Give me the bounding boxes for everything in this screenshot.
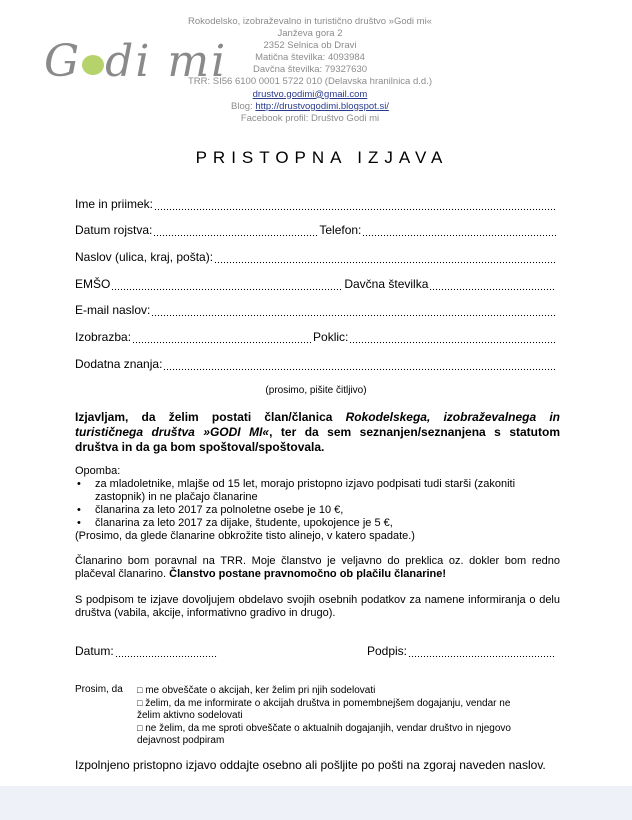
dotted-line bbox=[132, 330, 312, 344]
legibility-note: (prosimo, pišite čitljivo) bbox=[265, 385, 367, 396]
bank-account: TRR: SI56 6100 0001 5722 010 (Delavska hranilnica d.d.) bbox=[188, 76, 432, 88]
options-label: Prosim, da bbox=[75, 684, 123, 695]
declaration bbox=[75, 410, 560, 455]
org-name: Rokodelsko, izobraževalno in turistično društvo »Godi mi« bbox=[188, 16, 432, 27]
org-name-italic: Rokodelskega, izobraževalnega in turističnega društva »GODI MI« bbox=[75, 410, 561, 439]
emso-tax-row[interactable] bbox=[75, 277, 557, 291]
signature-row[interactable] bbox=[75, 644, 557, 658]
remark-label: Opomba: bbox=[75, 465, 121, 477]
date-line bbox=[115, 644, 218, 658]
dotted-line bbox=[429, 277, 556, 291]
closing-instructions: Izpolnjeno pristopno izjavo oddajte osebno ali pošljite po pošti na zgoraj naveden naslov. bbox=[75, 758, 546, 772]
field-label: Poklic: bbox=[313, 330, 349, 344]
education-profession-row[interactable] bbox=[75, 330, 557, 344]
payment-note bbox=[75, 555, 560, 581]
birth-phone-row[interactable] bbox=[75, 223, 557, 237]
document-title: PRISTOPNA IZJAVA bbox=[195, 148, 449, 167]
signature-line bbox=[408, 644, 556, 658]
dotted-line bbox=[153, 223, 318, 237]
address-field[interactable] bbox=[75, 250, 557, 264]
field-label: Ime in priimek: bbox=[75, 197, 154, 211]
field-label: Naslov (ulica, kraj, pošta): bbox=[75, 250, 214, 264]
viewer-background bbox=[0, 786, 632, 820]
dotted-line bbox=[362, 223, 556, 237]
payment-bold: Članstvo postane pravnomočno ob plačilu članarine! bbox=[169, 568, 447, 580]
remark bbox=[75, 465, 560, 543]
facebook-profile: Facebook profil: Društvo Godi mi bbox=[240, 112, 380, 124]
declaration-text: , ter da sem seznanjen/seznanjena s statutom društva in da ga bom spoštoval/spoštovala. bbox=[75, 425, 560, 454]
field-label: E-mail naslov: bbox=[75, 303, 151, 317]
option-text: želim, da me informirate o akcijah društva in pomembnejšem dogajanju, vendar ne želim aktivno sodelovati bbox=[137, 698, 511, 721]
declaration-text: Izjavljam, da želim postati član/članica bbox=[75, 410, 346, 424]
dotted-line bbox=[214, 250, 556, 264]
consent-text: S podpisom te izjave dovoljujem obdelavo svojih osebnih podatkov za namene informiranja o delu društva (vabila, akcije, informativno gradivo in drugo). bbox=[75, 594, 560, 619]
logo-text: di mi bbox=[105, 36, 228, 87]
field-label: EMŠO bbox=[75, 277, 111, 291]
registration-number: Matična številka: 4093984 bbox=[255, 52, 365, 64]
logo-text: G bbox=[44, 36, 82, 87]
remark-item: • članarina za leto 2017 za polnoletne osebe je 10 €, bbox=[75, 504, 560, 517]
name-field[interactable] bbox=[75, 197, 557, 211]
blog-label: Blog: bbox=[231, 100, 256, 112]
field-label: Dodatna znanja: bbox=[75, 357, 163, 371]
field-label: Davčna številka bbox=[344, 277, 429, 291]
dotted-line bbox=[349, 330, 556, 344]
dotted-line bbox=[151, 303, 556, 317]
contact-preferences bbox=[75, 684, 560, 747]
address-line: 2352 Selnica ob Dravi bbox=[263, 40, 357, 52]
option-text: ne želim, da me sproti obveščate o aktualnih dogajanjih, vendar društvo in njegovo dejavnost podpiram bbox=[137, 723, 511, 746]
remark-hint: (Prosimo, da glede članarine obkrožite tisto alinejo, v katero spadate.) bbox=[75, 530, 415, 542]
address-line: Janževa gora 2 bbox=[277, 28, 343, 40]
signature-label: Podpis: bbox=[366, 644, 407, 658]
dotted-line bbox=[111, 277, 343, 291]
option-1[interactable] bbox=[137, 684, 517, 697]
date-label: Datum: bbox=[75, 644, 114, 658]
letterhead bbox=[180, 16, 440, 125]
option-3[interactable] bbox=[137, 722, 517, 747]
email-link[interactable]: drustvo.godimi@gmail.com bbox=[252, 88, 368, 100]
option-2[interactable] bbox=[137, 697, 517, 722]
option-text: me obveščate o akcijah, ker želim pri njih sodelovati bbox=[145, 685, 376, 696]
checkbox-icon[interactable]: □ bbox=[137, 698, 143, 708]
checkbox-icon[interactable]: □ bbox=[137, 685, 143, 695]
dotted-line bbox=[154, 197, 556, 211]
tax-number: Davčna številka: 79327630 bbox=[252, 64, 368, 76]
blog-link[interactable]: http://drustvogodimi.blogspot.si/ bbox=[255, 100, 389, 112]
remark-item: • za mladoletnike, mlajše od 15 let, morajo pristopno izjavo podpisati tudi starši (zakoniti zastopnik) in ne plačajo članarine bbox=[75, 478, 560, 504]
apple-icon bbox=[82, 55, 104, 75]
payment-text: Članarino bom poravnal na TRR. Moje članstvo je veljavno do preklica oz. dokler bom redno plačeval članarino. bbox=[75, 555, 560, 580]
field-label: Telefon: bbox=[319, 223, 362, 237]
field-label: Datum rojstva: bbox=[75, 223, 153, 237]
skills-field[interactable] bbox=[75, 357, 557, 371]
remark-item: • članarina za leto 2017 za dijake, študente, upokojence je 5 €, bbox=[75, 517, 560, 530]
checkbox-icon[interactable]: □ bbox=[137, 723, 143, 733]
email-field[interactable] bbox=[75, 303, 557, 317]
dotted-line bbox=[163, 357, 556, 371]
field-label: Izobrazba: bbox=[75, 330, 132, 344]
